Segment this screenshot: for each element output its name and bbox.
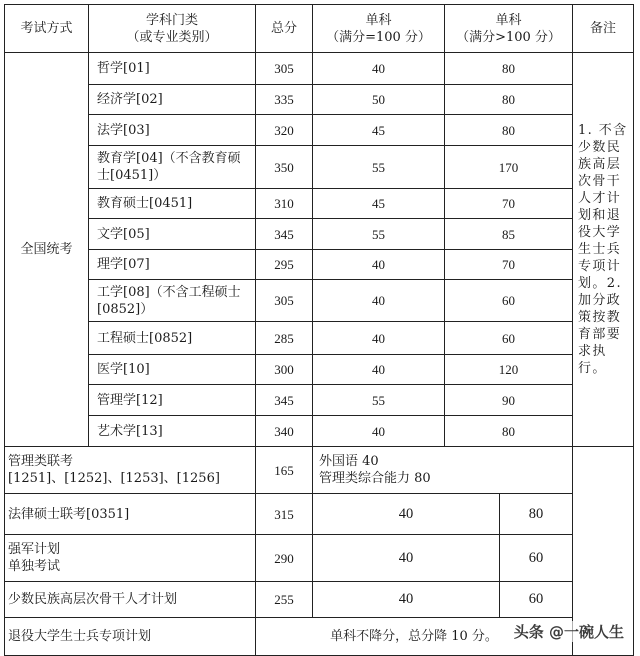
law-joint-single-100: 40 (313, 494, 500, 534)
mgmt-joint-label (5, 447, 256, 494)
mgmt-joint-total: 165 (256, 447, 313, 494)
single-over100-cell: 80 (445, 85, 573, 115)
mgmt-joint-detail (313, 447, 573, 494)
watermark: 头条 @一碗人生 (513, 623, 624, 641)
header-category-line2: （或专业类别） (126, 29, 218, 45)
single-100-cell: 40 (313, 355, 445, 385)
table-row (5, 53, 634, 85)
minority-plan-row (5, 582, 634, 618)
table-row (5, 280, 634, 322)
single-over100-cell: 80 (445, 416, 573, 447)
law-joint-split (313, 494, 573, 535)
subject-cell: 理学[07] (89, 250, 256, 280)
single-over100-cell: 80 (445, 53, 573, 85)
total-cell: 350 (256, 146, 313, 189)
header-category-line1: 学科门类 (145, 12, 198, 28)
table-row (5, 115, 634, 146)
single-over100-cell: 85 (445, 219, 573, 250)
law-joint-label: 法律硕士联考[0351] (5, 494, 256, 535)
table-row (5, 355, 634, 385)
total-cell: 285 (256, 322, 313, 355)
single-100-cell: 45 (313, 115, 445, 146)
single-100-cell: 55 (313, 219, 445, 250)
single-over100-cell: 60 (445, 322, 573, 355)
total-cell: 305 (256, 53, 313, 85)
total-cell: 345 (256, 219, 313, 250)
single-100-cell: 40 (313, 53, 445, 85)
single-over100-cell: 60 (445, 280, 573, 322)
header-category (89, 5, 256, 53)
header-total: 总分 (256, 5, 313, 53)
single-100-cell: 45 (313, 189, 445, 219)
total-cell: 320 (256, 115, 313, 146)
veteran-plan-note: 单科不降分，总分降 10 分。 (256, 618, 573, 656)
single-over100-cell: 90 (445, 385, 573, 416)
strong-army-single-over100: 60 (528, 549, 544, 566)
minority-plan-split (313, 582, 573, 618)
minority-plan-single-over100: 60 (528, 591, 544, 607)
veteran-plan-label: 退役大学生士兵专项计划 (5, 618, 256, 656)
national-exam-label: 全国统考 (5, 53, 89, 447)
single-100-cell: 55 (313, 146, 445, 189)
header-single-over100-line2: （满分>100 分） (456, 29, 561, 45)
single-100-cell: 40 (313, 280, 445, 322)
strong-army-split (313, 535, 573, 582)
subject-cell: 工学[08]（不含工程硕士[0852]） (89, 280, 256, 322)
strong-army-label-line1: 强军计划 (8, 542, 61, 557)
subject-cell: 医学[10] (89, 355, 256, 385)
subject-cell: 法学[03] (89, 115, 256, 146)
minority-plan-total: 255 (256, 582, 313, 618)
mgmt-joint-codes: [1251]、[1252]、[1253]、[1256] (8, 471, 220, 486)
strong-army-label (5, 535, 256, 582)
header-method: 考试方式 (5, 5, 89, 53)
single-100-cell: 55 (313, 385, 445, 416)
mgmt-joint-detail-line2: 管理类综合能力 80 (319, 471, 431, 486)
table-row (5, 416, 634, 447)
single-over100-cell: 170 (445, 146, 573, 189)
single-over100-cell: 70 (445, 250, 573, 280)
mgmt-joint-detail-line1: 外国语 40 (319, 454, 379, 469)
subject-cell: 哲学[01] (89, 53, 256, 85)
table-row (5, 322, 634, 355)
single-100-cell: 40 (313, 250, 445, 280)
total-cell: 305 (256, 280, 313, 322)
header-single-over100 (445, 5, 573, 53)
single-100-cell: 40 (313, 416, 445, 447)
subject-cell: 文学[05] (89, 219, 256, 250)
single-over100-cell: 70 (445, 189, 573, 219)
strong-army-single-100: 40 (313, 535, 500, 581)
header-single-100-line1: 单科 (365, 12, 392, 28)
table-row (5, 189, 634, 219)
mgmt-joint-label-line1: 管理类联考 (8, 454, 74, 469)
header-row (5, 5, 634, 53)
law-joint-single-over100: 80 (528, 505, 544, 522)
total-cell: 335 (256, 85, 313, 115)
header-remarks: 备注 (573, 5, 634, 53)
single-over100-cell: 120 (445, 355, 573, 385)
table-row (5, 219, 634, 250)
total-cell: 340 (256, 416, 313, 447)
table-row (5, 385, 634, 416)
strong-army-total: 290 (256, 535, 313, 582)
subject-cell: 教育硕士[0451] (89, 189, 256, 219)
total-cell: 295 (256, 250, 313, 280)
score-line-table (4, 4, 634, 656)
strong-army-row (5, 535, 634, 582)
total-cell: 345 (256, 385, 313, 416)
subject-cell: 工程硕士[0852] (89, 322, 256, 355)
strong-army-label-line2: 单独考试 (8, 559, 61, 574)
table-row (5, 146, 634, 189)
header-single-100-line2: （满分=100 分） (326, 29, 431, 45)
mgmt-joint-row (5, 447, 634, 494)
header-single-over100-line1: 单科 (495, 12, 522, 28)
subject-cell: 艺术学[13] (89, 416, 256, 447)
table-row (5, 85, 634, 115)
single-over100-cell: 80 (445, 115, 573, 146)
header-single-100 (313, 5, 445, 53)
subject-cell: 教育学[04]（不含教育硕士[0451]） (89, 146, 256, 189)
total-cell: 310 (256, 189, 313, 219)
total-cell: 300 (256, 355, 313, 385)
single-100-cell: 50 (313, 85, 445, 115)
table-row (5, 250, 634, 280)
law-joint-row (5, 494, 634, 535)
minority-plan-label: 少数民族高层次骨干人才计划 (5, 582, 256, 618)
subject-cell: 管理学[12] (89, 385, 256, 416)
law-joint-total: 315 (256, 494, 313, 535)
single-100-cell: 40 (313, 322, 445, 355)
subject-cell: 经济学[02] (89, 85, 256, 115)
minority-plan-single-100: 40 (313, 582, 500, 617)
remarks-cell: 1. 不含少数民族高层次骨干人才计划和退役大学生士兵专项计划。2. 加分政策按教育部要求执行。 (573, 53, 634, 447)
